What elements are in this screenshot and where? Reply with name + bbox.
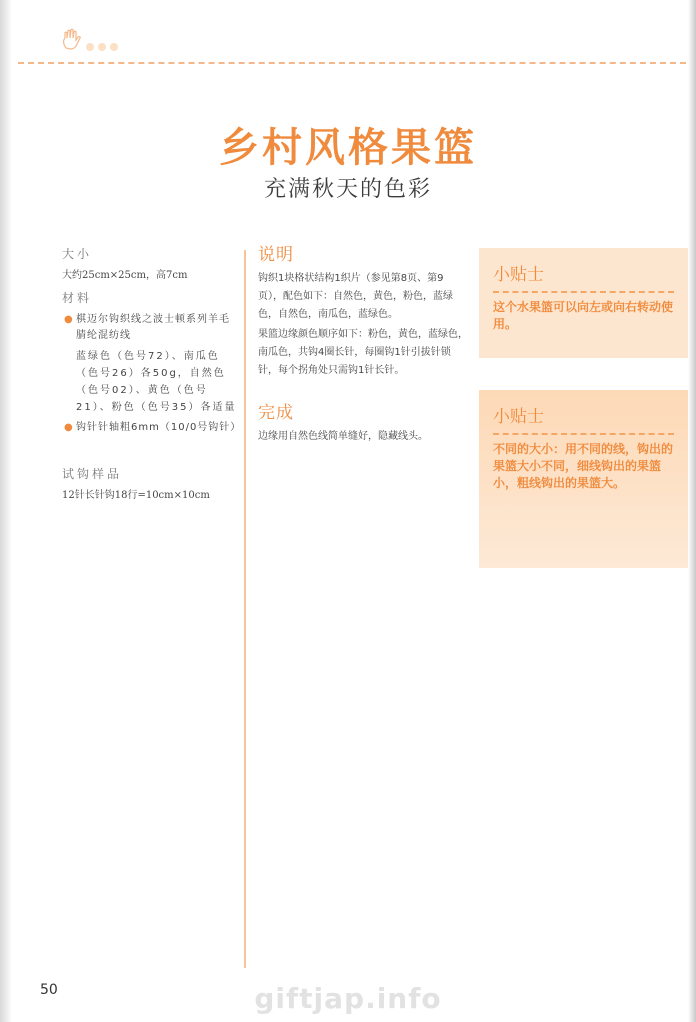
tip-text: 不同的大小：用不同的线，钩出的果篮大小不同，细线钩出的果篮小，粗线钩出的果篮大。 [493, 442, 674, 490]
header-decoration [86, 36, 146, 44]
watermark: giftjap.info [254, 982, 442, 1015]
specs-column [62, 246, 242, 504]
tip-text: 这个水果篮可以向左或向右转动使用。 [493, 300, 674, 331]
tip-box [479, 248, 688, 358]
page-subtitle: 充满秋天的色彩 [263, 177, 432, 202]
material-name: 钩针针轴粗6mm（10/0号钩针） [76, 422, 242, 433]
finish-heading: 完成 [258, 403, 294, 423]
bullet-dot-icon: ● [64, 314, 74, 325]
gauge-value: 12针长针钩18行=10cm×10cm [62, 490, 210, 501]
size-value: 大约25cm×25cm，高7cm [62, 270, 188, 281]
finish-text: 边缘用自然色线简单缝好，隐藏线头。 [258, 431, 428, 442]
instructions-column [258, 246, 468, 448]
materials-list [62, 312, 242, 436]
size-heading: 大小 [62, 247, 93, 261]
materials-heading: 材料 [62, 291, 93, 305]
material-colors: 蓝绿色（色号72）、南瓜色（色号26）各50g，自然色（色号02）、黄色（色号21）、粉色（色号35）各适量 [76, 351, 237, 413]
instructions-paragraph: 钩织1块格状结构1织片（参见第8页、第9页），配色如下：自然色，黄色，粉色，蓝绿色，自然色，南瓜色，蓝绿色。 [258, 273, 453, 320]
instructions-heading: 说明 [258, 245, 294, 265]
tip-box [479, 390, 688, 568]
list-item [62, 420, 242, 436]
hand-icon [60, 28, 84, 52]
gauge-heading: 试钩样品 [62, 467, 123, 481]
instructions-paragraph: 果篮边缘颜色顺序如下：粉色，黄色，蓝绿色，南瓜色，共钩4圈长针，每圈钩1针引拔针锁针，每个拐角处只需钩1针长针。 [258, 329, 468, 376]
list-item [62, 312, 238, 416]
page-title: 乡村风格果篮 [219, 125, 477, 171]
tip-title: 小贴士 [493, 402, 674, 435]
material-name: 棋迈尔钩织线之波士顿系列羊毛腈纶混纺线 [76, 314, 230, 341]
tip-title: 小贴士 [493, 260, 674, 293]
bullet-dot-icon: ● [64, 422, 74, 433]
column-divider [244, 250, 246, 968]
header-dashed-rule [18, 62, 686, 64]
page-number: 50 [40, 982, 58, 998]
